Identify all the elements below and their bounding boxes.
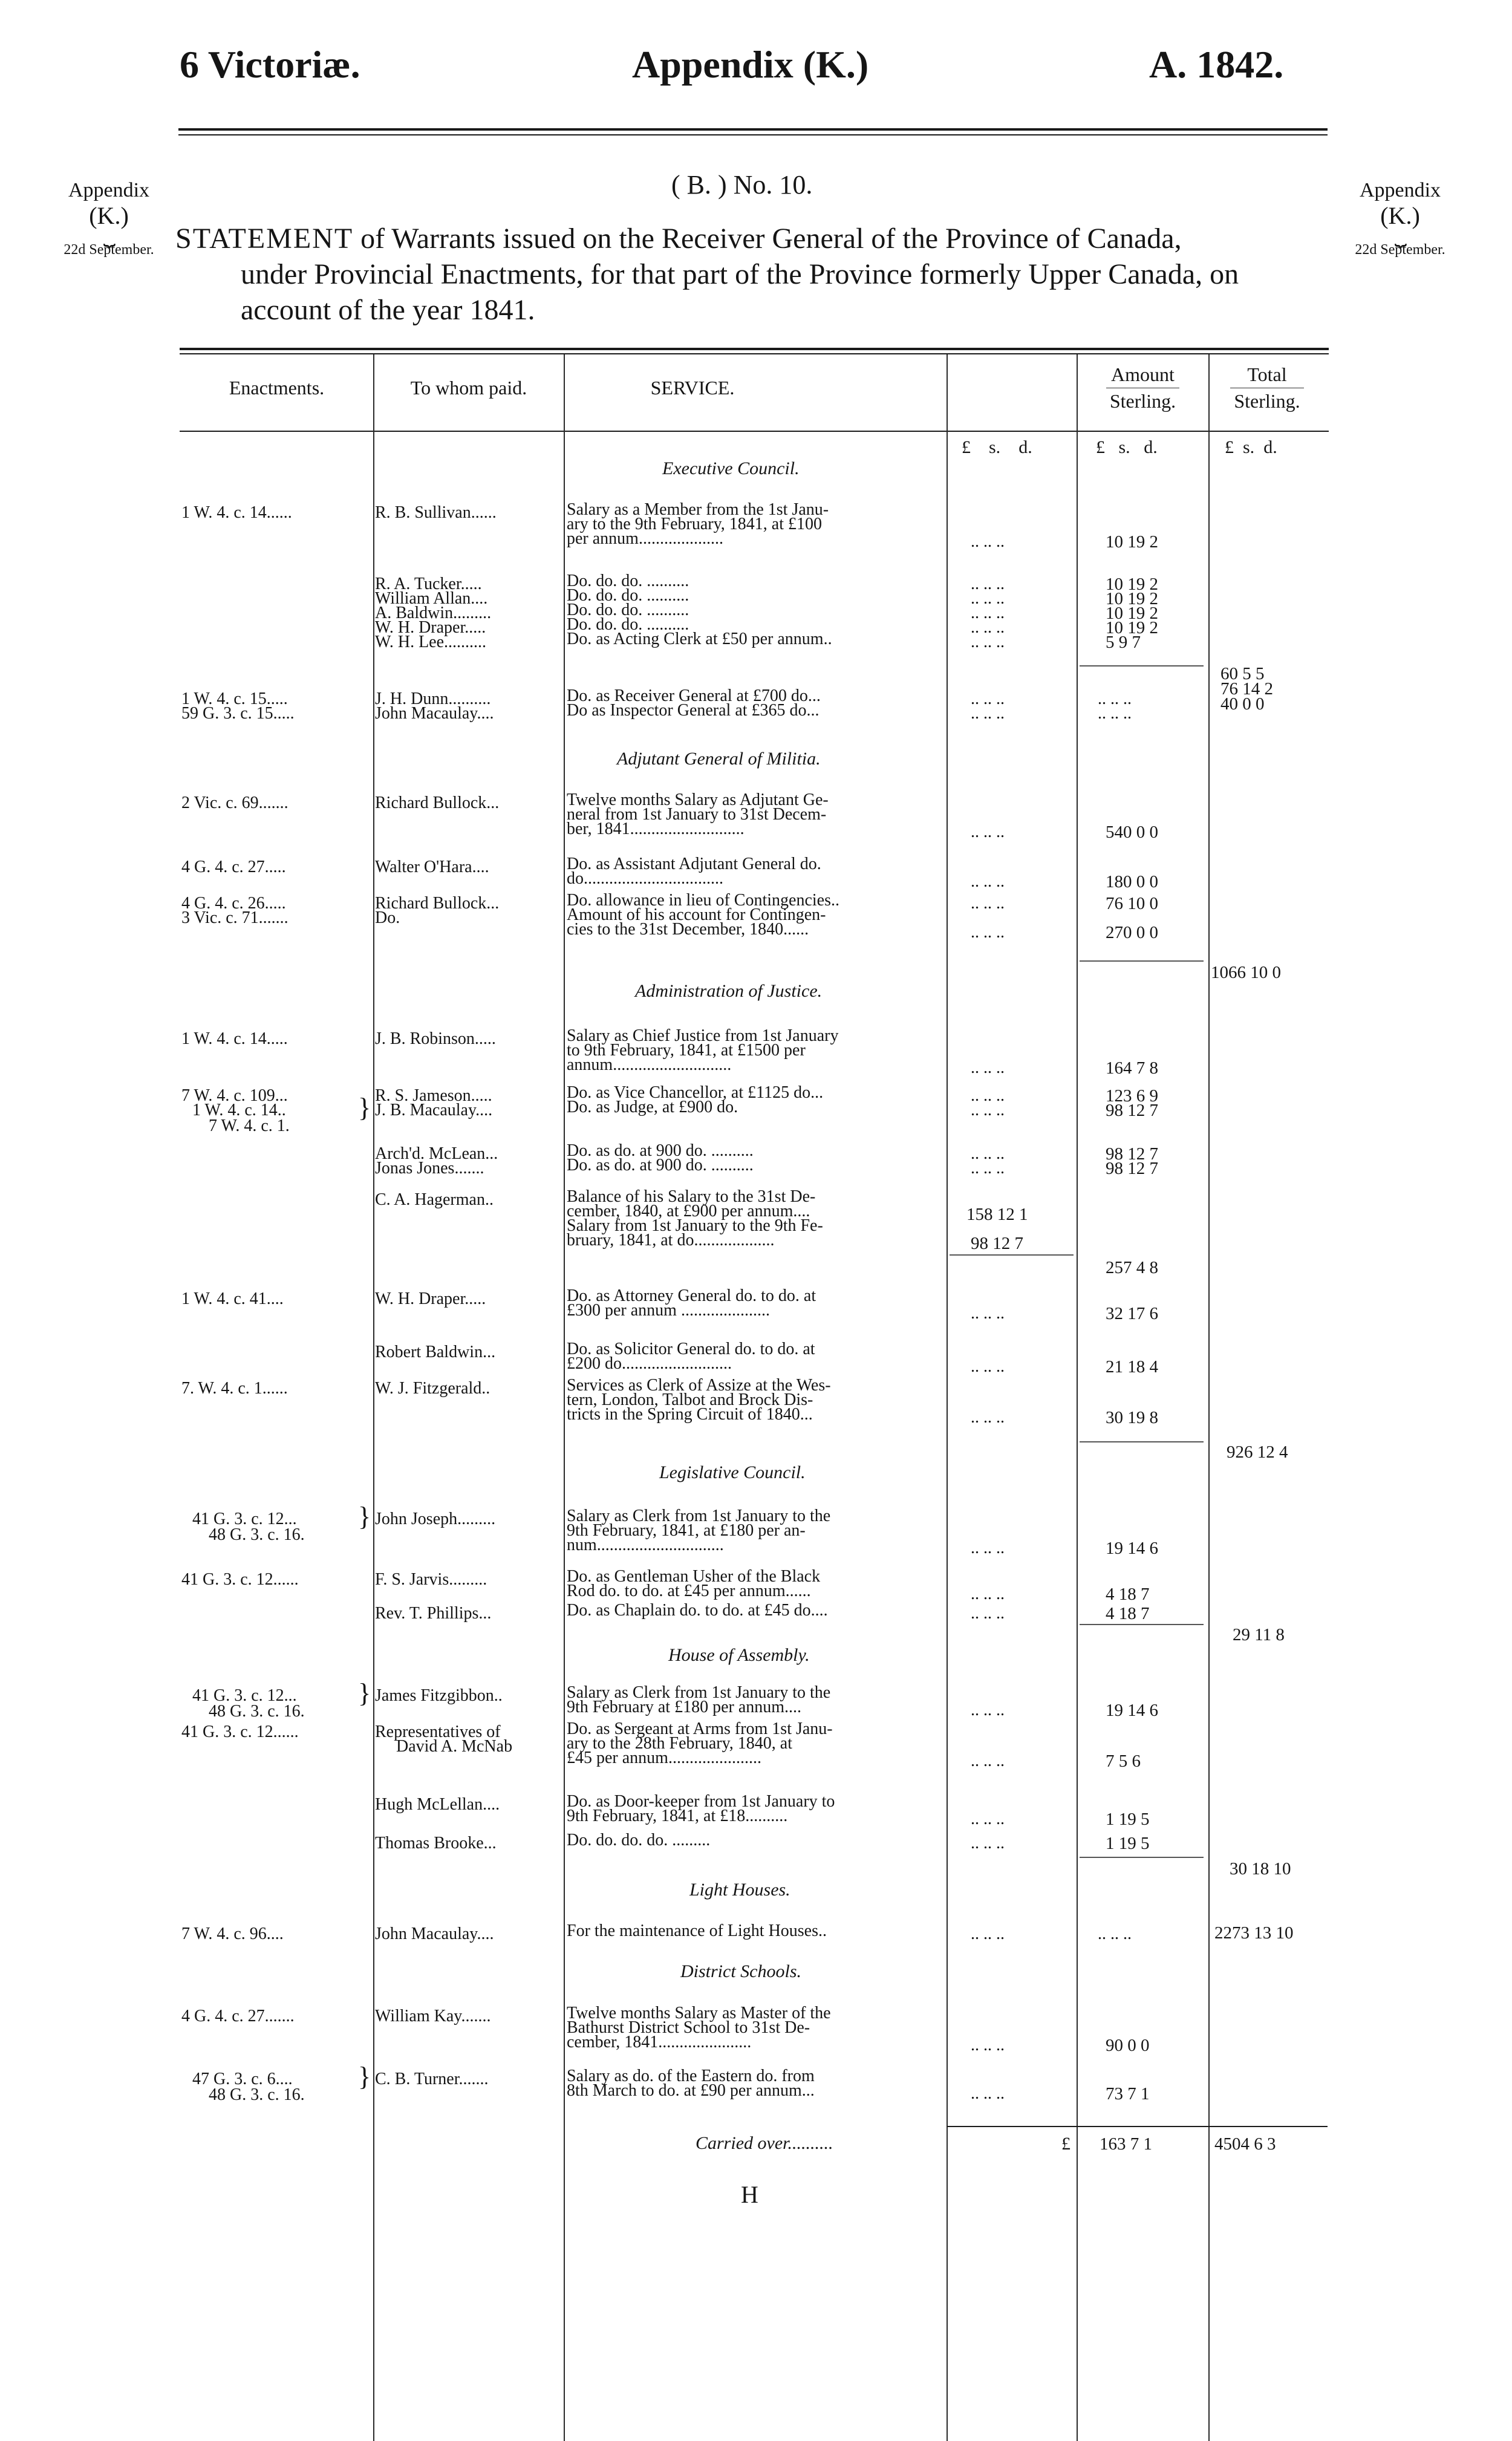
row-service: to 9th February, 1841, at £1500 per [567, 1041, 806, 1060]
carried-over-amount: 163 7 1 [1100, 2134, 1152, 2154]
document-number: ( B. ) No. 10. [671, 170, 813, 200]
row-blank-marks: .. .. .. [971, 1810, 1005, 1828]
row-enactment: 7. W. 4. c. 1...... [181, 1379, 288, 1398]
row-service: 9th February at £180 per annum.... [567, 1698, 802, 1716]
row-service: 9th February, 1841, at £18.......... [567, 1807, 788, 1825]
side-k: (K.) [89, 202, 129, 230]
column-divider [373, 354, 374, 2441]
row-payee: James Fitzgibbon.. [375, 1686, 503, 1705]
header-appendix: Appendix (K.) [632, 43, 869, 86]
total-house-assembly: 30 18 10 [1230, 1859, 1291, 1879]
row-blank-marks: .. .. .. [971, 589, 1005, 608]
row-service: Salary as do. of the Eastern do. from [567, 2067, 815, 2085]
row-blank-marks: .. .. .. [971, 704, 1005, 723]
statement-line-1 [175, 221, 1182, 256]
table-header-rule [180, 431, 1329, 432]
row-blank-marks: .. .. .. [971, 894, 1005, 913]
row-sub-amount: 98 12 7 [971, 1234, 1023, 1253]
row-enactment: 3 Vic. c. 71....... [181, 908, 288, 927]
row-service: per annum.................... [567, 529, 723, 548]
total-label: Total [1247, 363, 1287, 385]
subtotal-rule [1080, 665, 1204, 666]
row-payee: John Macaulay.... [375, 704, 494, 723]
row-amount: 270 0 0 [1106, 923, 1158, 942]
row-blank-marks: .. .. .. [1098, 689, 1132, 708]
row-payee: John Joseph......... [375, 1510, 496, 1528]
row-service: Services as Clerk of Assize at the Wes- [567, 1376, 831, 1395]
total-light-houses: 2273 13 10 [1214, 1923, 1294, 1943]
row-service: do................................. [567, 869, 723, 888]
row-service: Do. as Acting Clerk at £50 per annum.. [567, 630, 832, 648]
section-light-houses: Light Houses. [689, 1880, 790, 1900]
row-enactment: 1 W. 4. c. 14.. [192, 1101, 286, 1119]
row-enactment: 4 G. 4. c. 27..... [181, 858, 286, 876]
row-service: Salary from 1st January to the 9th Fe- [567, 1216, 823, 1235]
row-blank-marks: .. .. .. [1098, 1924, 1132, 1943]
row-blank-marks: .. .. .. [971, 1357, 1005, 1376]
row-payee: W. H. Draper..... [375, 1289, 486, 1308]
statement-lead: STATEMENT [175, 223, 354, 255]
row-amount: 98 12 7 [1106, 1144, 1158, 1164]
row-service: Salary as a Member from the 1st Janu- [567, 500, 829, 519]
row-amount: 1 19 5 [1106, 1834, 1150, 1853]
row-amount: 10 19 2 [1106, 532, 1158, 552]
subtotal-rule [1080, 1857, 1204, 1858]
row-blank-marks: .. .. .. [971, 689, 1005, 708]
row-payee: W. J. Fitzgerald.. [375, 1379, 490, 1398]
row-payee: F. S. Jarvis......... [375, 1570, 487, 1589]
carried-over-total: 4504 6 3 [1214, 2134, 1276, 2154]
row-amount: 4 18 7 [1106, 1585, 1150, 1604]
row-blank-marks: .. .. .. [971, 633, 1005, 651]
brace-icon: } [358, 1502, 371, 1531]
row-service: annum............................ [567, 1055, 732, 1074]
row-service: tricts in the Spring Circuit of 1840... [567, 1405, 813, 1424]
row-service: Do. do. do. .......... [567, 615, 689, 634]
side-date: 22d September. [1355, 242, 1445, 258]
row-amount: 19 14 6 [1106, 1701, 1158, 1720]
row-service: Balance of his Salary to the 31st De- [567, 1187, 816, 1206]
row-amount: 164 7 8 [1106, 1058, 1158, 1078]
total-legislative-council: 29 11 8 [1233, 1625, 1285, 1644]
row-service: ary to the 9th February, 1841, at £100 [567, 515, 822, 533]
row-blank-marks: .. .. .. [971, 1924, 1005, 1943]
row-blank-marks: .. .. .. [971, 1304, 1005, 1323]
row-payee: Thomas Brooke... [375, 1834, 497, 1853]
row-service: Amount of his account for Contingen- [567, 905, 826, 924]
column-divider [1208, 354, 1210, 2441]
row-service: £200 do.......................... [567, 1354, 732, 1373]
column-divider [564, 354, 565, 2441]
row-service: Do. as Sergeant at Arms from 1st Janu- [567, 1719, 833, 1738]
row-amount: 98 12 7 [1106, 1159, 1158, 1178]
row-payee: C. A. Hagerman.. [375, 1190, 494, 1209]
brace-icon: } [358, 1093, 371, 1123]
brace-icon: ⏟ [103, 224, 115, 247]
row-service: £45 per annum...................... [567, 1748, 761, 1767]
row-blank-marks: .. .. .. [971, 1101, 1005, 1119]
section-district-schools: District Schools. [680, 1961, 801, 1981]
row-service: Do. as do. at 900 do. .......... [567, 1141, 754, 1160]
row-service: Do. do. do. do. ......... [567, 1831, 711, 1849]
row-service: For the maintenance of Light Houses.. [567, 1921, 827, 1940]
row-service: 8th March to do. at £90 per annum... [567, 2081, 815, 2100]
row-payee: Robert Baldwin... [375, 1343, 496, 1361]
row-blank-marks: .. .. .. [971, 1086, 1005, 1105]
total-adjutant-general: 1066 10 0 [1211, 963, 1281, 982]
column-divider [1077, 354, 1078, 2441]
lsd-header-total: £ s. d. [1225, 437, 1277, 457]
row-payee: C. B. Turner....... [375, 2070, 489, 2088]
side-note-left [48, 178, 169, 259]
row-enactment: 48 G. 3. c. 16. [209, 1702, 305, 1721]
row-amount: 32 17 6 [1106, 1304, 1158, 1323]
row-blank-marks: .. .. .. [971, 1604, 1005, 1623]
row-service: num.............................. [567, 1536, 724, 1554]
row-amount: 76 10 0 [1106, 894, 1158, 913]
statement-line-3: account of the year 1841. [241, 294, 535, 326]
row-sub-amount: 158 12 1 [966, 1205, 1028, 1224]
column-header-amount [1078, 362, 1208, 414]
row-enactment: 7 W. 4. c. 109... [181, 1086, 288, 1105]
row-payee: R. S. Jameson..... [375, 1086, 492, 1105]
row-payee: Walter O'Hara.... [375, 858, 489, 876]
section-executive-council: Executive Council. [662, 458, 800, 478]
column-header-whom: To whom paid. [410, 377, 527, 399]
row-enactment: 41 G. 3. c. 12... [192, 1686, 297, 1705]
row-payee: Arch'd. McLean... [375, 1144, 498, 1163]
statement-line-2: under Provincial Enactments, for that part of the Province formerly Upper Canada, on [241, 258, 1239, 290]
brace-icon: } [358, 1678, 371, 1708]
table-top-rule-thin [180, 353, 1329, 354]
row-payee: David A. McNab [396, 1737, 513, 1756]
row-service: Do. as do. at 900 do. .......... [567, 1156, 754, 1175]
row-service: ber, 1841........................... [567, 820, 745, 838]
row-blank-marks: .. .. .. [971, 823, 1005, 841]
row-amount: 30 19 8 [1106, 1408, 1158, 1427]
row-amount: 10 19 2 [1106, 589, 1158, 608]
row-blank-marks: .. .. .. [971, 1058, 1005, 1077]
subtotal-rule [1080, 960, 1204, 962]
section-house-assembly: House of Assembly. [668, 1645, 810, 1665]
row-blank-marks: .. .. .. [971, 2084, 1005, 2103]
row-amount: 257 4 8 [1106, 1258, 1158, 1277]
row-payee: John Macaulay.... [375, 1924, 494, 1943]
row-enactment: 41 G. 3. c. 12...... [181, 1570, 299, 1589]
row-service: Do. as Chaplain do. to do. at £45 do.... [567, 1601, 828, 1620]
row-payee: J. H. Dunn.......... [375, 689, 491, 708]
amount-label: Amount [1111, 363, 1175, 385]
row-blank-marks: .. .. .. [971, 1144, 1005, 1163]
total-sterling: Sterling. [1230, 388, 1303, 414]
row-service: Do. as Solicitor General do. to do. at [567, 1340, 815, 1358]
row-service: Do. do. do. .......... [567, 586, 689, 605]
row-enactment: 4 G. 4. c. 26..... [181, 894, 286, 913]
row-enactment: 2 Vic. c. 69....... [181, 794, 288, 812]
side-appendix: Appendix [1359, 179, 1441, 201]
column-header-service: SERVICE. [650, 377, 735, 399]
lsd-header-sub: £ s. d. [962, 437, 1032, 457]
carried-over-pound: £ [1061, 2134, 1070, 2154]
row-amount: 10 19 2 [1106, 604, 1158, 623]
row-service: cember, 1841...................... [567, 2033, 752, 2052]
row-service: Salary as Clerk from 1st January to the [567, 1507, 831, 1525]
row-service: Do. do. do. .......... [567, 572, 689, 590]
row-enactment: 59 G. 3. c. 15..... [181, 704, 295, 723]
row-payee: Rev. T. Phillips... [375, 1604, 492, 1623]
row-blank-marks: .. .. .. [971, 1159, 1005, 1178]
row-enactment: 41 G. 3. c. 12... [192, 1510, 297, 1528]
row-payee: R. A. Tucker..... [375, 575, 482, 593]
row-enactment: 1 W. 4. c. 15..... [181, 689, 288, 708]
row-amount: 123 6 9 [1106, 1086, 1158, 1106]
row-payee: William Kay....... [375, 2007, 491, 2025]
row-enactment: 48 G. 3. c. 16. [209, 2085, 305, 2104]
column-header-enactments: Enactments. [229, 377, 325, 399]
column-divider [947, 354, 948, 2441]
row-blank-marks: .. .. .. [971, 1408, 1005, 1427]
row-service: neral from 1st January to 31st Decem- [567, 805, 827, 824]
row-service: Do. as Attorney General do. to do. at [567, 1286, 816, 1305]
section-legislative-council: Legislative Council. [659, 1462, 806, 1482]
row-payee: J. B. Robinson..... [375, 1029, 496, 1048]
row-service: Do as Inspector General at £365 do... [567, 701, 820, 720]
row-amount: 1 19 5 [1106, 1810, 1150, 1829]
row-amount: 7 5 6 [1106, 1752, 1141, 1771]
row-blank-marks: .. .. .. [971, 1585, 1005, 1603]
row-payee: W. H. Lee.......... [375, 633, 487, 651]
row-enactment: 41 G. 3. c. 12...... [181, 1722, 299, 1741]
row-blank-marks: .. .. .. [971, 1701, 1005, 1719]
row-service: 9th February, 1841, at £180 per an- [567, 1521, 806, 1540]
row-service: tern, London, Talbot and Brock Dis- [567, 1390, 813, 1409]
row-service: cember, 1840, at £900 per annum.... [567, 1202, 810, 1220]
subtotal-rule [1080, 1624, 1204, 1625]
row-blank-marks: .. .. .. [1098, 704, 1132, 723]
lsd-header-amount: £ s. d. [1096, 437, 1158, 457]
row-service: ary to the 28th February, 1840, at [567, 1734, 792, 1753]
row-blank-marks: .. .. .. [971, 532, 1005, 551]
row-amount: 10 19 2 [1106, 575, 1158, 594]
row-amount: 73 7 1 [1106, 2084, 1150, 2104]
row-payee: Representatives of [375, 1722, 501, 1741]
row-payee: Jonas Jones....... [375, 1159, 484, 1178]
carried-over-rule [947, 2126, 1328, 2127]
side-appendix: Appendix [68, 179, 150, 201]
row-amount: 21 18 4 [1106, 1357, 1158, 1377]
row-enactment: 7 W. 4. c. 96.... [181, 1924, 284, 1943]
row-enactment: 48 G. 3. c. 16. [209, 1525, 305, 1544]
column-header-total [1210, 362, 1325, 414]
row-amount: 5 9 7 [1106, 633, 1141, 652]
row-payee: J. B. Macaulay.... [375, 1101, 493, 1119]
row-service: Salary as Clerk from 1st January to the [567, 1683, 831, 1702]
table-top-rule [180, 348, 1329, 350]
row-enactment: 1 W. 4. c. 41.... [181, 1289, 284, 1308]
total-administration-justice: 926 12 4 [1227, 1442, 1288, 1462]
row-enactment: 1 W. 4. c. 14...... [181, 503, 292, 522]
row-enactment: 7 W. 4. c. 1. [209, 1116, 290, 1135]
row-blank-marks: .. .. .. [971, 1539, 1005, 1557]
row-service: bruary, 1841, at do................... [567, 1231, 775, 1250]
header-year: A. 1842. [1149, 43, 1284, 86]
row-amount: 98 12 7 [1106, 1101, 1158, 1120]
statement-rest: of Warrants issued on the Receiver General of the Province of Canada, [360, 223, 1182, 255]
carried-over-label: Carried over.......... [696, 2133, 833, 2153]
row-service: Bathurst District School to 31st De- [567, 2018, 810, 2037]
row-enactment: 47 G. 3. c. 6.... [192, 2070, 293, 2088]
row-amount: 180 0 0 [1106, 872, 1158, 891]
total-executive-council: 60 5 5 76 14 2 40 0 0 [1220, 664, 1273, 714]
row-service: Do. allowance in lieu of Contingencies.. [567, 891, 839, 910]
row-service: Salary as Chief Justice from 1st January [567, 1026, 839, 1045]
row-service: Do. as Vice Chancellor, at £1125 do... [567, 1083, 824, 1102]
row-service: Twelve months Salary as Master of the [567, 2004, 831, 2022]
row-blank-marks: .. .. .. [971, 575, 1005, 593]
row-amount: 540 0 0 [1106, 823, 1158, 842]
row-blank-marks: .. .. .. [971, 604, 1005, 622]
row-service: £300 per annum ..................... [567, 1301, 770, 1320]
row-payee: Hugh McLellan.... [375, 1795, 500, 1814]
side-date: 22d September. [64, 242, 154, 258]
row-payee: William Allan.... [375, 589, 488, 608]
signature-mark: H [741, 2181, 758, 2208]
subtotal-rule [950, 1254, 1074, 1256]
amount-sterling: Sterling. [1106, 388, 1179, 414]
subtotal-rule [1080, 1441, 1204, 1442]
side-k: (K.) [1380, 202, 1420, 230]
section-adjutant-general: Adjutant General of Militia. [617, 749, 821, 769]
row-service: Do. do. do. .......... [567, 601, 689, 619]
row-service: Do. as Assistant Adjutant General do. [567, 855, 821, 873]
row-service: Do. as Receiver General at £700 do... [567, 686, 821, 705]
row-blank-marks: .. .. .. [971, 872, 1005, 891]
header-rule-thin [178, 134, 1328, 135]
row-payee: A. Baldwin......... [375, 604, 492, 622]
row-blank-marks: .. .. .. [971, 1752, 1005, 1770]
row-service: Do. as Door-keeper from 1st January to [567, 1792, 835, 1811]
row-blank-marks: .. .. .. [971, 618, 1005, 637]
row-amount: 10 19 2 [1106, 618, 1158, 637]
row-blank-marks: .. .. .. [971, 1834, 1005, 1853]
row-enactment: 1 W. 4. c. 14..... [181, 1029, 288, 1048]
row-payee: Richard Bullock... [375, 794, 500, 812]
row-enactment: 4 G. 4. c. 27....... [181, 2007, 295, 2025]
row-payee: W. H. Draper..... [375, 618, 486, 637]
row-blank-marks: .. .. .. [971, 923, 1005, 942]
row-service: Do. as Gentleman Usher of the Black [567, 1567, 821, 1586]
row-payee: R. B. Sullivan...... [375, 503, 497, 522]
brace-icon: } [358, 2062, 371, 2091]
header-volume: 6 Victoriæ. [180, 43, 360, 86]
row-amount: 19 14 6 [1106, 1539, 1158, 1558]
brace-icon: ⏟ [1394, 224, 1406, 247]
row-blank-marks: .. .. .. [971, 2036, 1005, 2055]
row-payee: Richard Bullock... [375, 894, 500, 913]
row-service: Twelve months Salary as Adjutant Ge- [567, 790, 829, 809]
row-service: cies to the 31st December, 1840...... [567, 920, 809, 939]
row-service: Rod do. to do. at £45 per annum...... [567, 1582, 811, 1600]
header-rule-thick [178, 128, 1328, 131]
row-amount: 4 18 7 [1106, 1604, 1150, 1623]
side-note-right [1340, 178, 1461, 259]
section-administration-justice: Administration of Justice. [635, 981, 823, 1001]
row-service: Do. as Judge, at £900 do. [567, 1098, 738, 1116]
row-payee: Do. [375, 908, 400, 927]
row-amount: 90 0 0 [1106, 2036, 1150, 2055]
